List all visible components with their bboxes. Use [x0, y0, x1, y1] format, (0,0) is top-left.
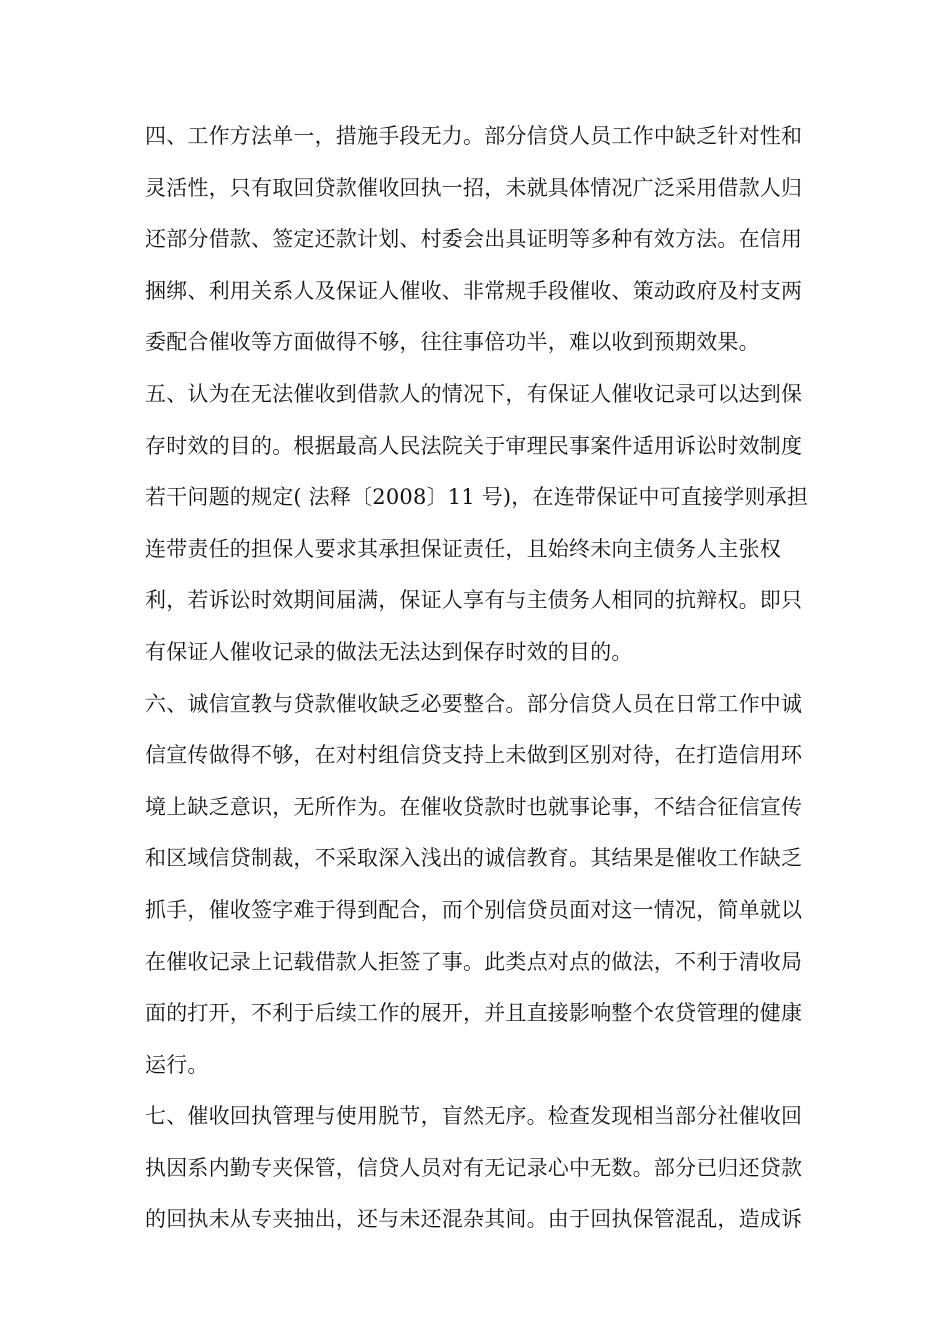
text-line: 面的打开，不利于后续工作的展开，并且直接影响整个农贷管理的健康 — [145, 1001, 803, 1026]
text-line: 信宣传做得不够，在对村组信贷支持上未做到区别对待，在打造信用环 — [145, 743, 803, 768]
text-line: 四、工作方法单一，措施手段无力。部分信贷人员工作中缺乏针对性和 — [145, 124, 803, 148]
text-line: 抓手，催收签字难于得到配合，而个别信贷员面对这一情况，简单就以 — [145, 897, 803, 922]
text-line: 六、诚信宣教与贷款催收缺乏必要整合。部分信贷人员在日常工作中诚 — [145, 691, 803, 716]
text-line: 存时效的目的。根据最高人民法院关于审理民事案件适用诉讼时效制度 — [145, 433, 803, 458]
text-line: 七、催收回执管理与使用脱节，盲然无序。检查发现相当部分社催收回 — [145, 1104, 803, 1129]
text-line: 境上缺乏意识，无所作为。在催收贷款时也就事论事，不结合征信宣传 — [145, 794, 803, 819]
text-line: 运行。 — [145, 1052, 209, 1077]
text-line: 的回执未从专夹抽出，还与未还混杂其间。由于回执保管混乱，造成诉 — [145, 1207, 803, 1232]
text-line: 和区域信贷制裁，不采取深入浅出的诚信教育。其结果是催收工作缺乏 — [145, 846, 803, 871]
text-line: 还部分借款、签定还款计划、村委会出具证明等多种有效方法。在信用 — [145, 227, 803, 252]
body-text — [145, 111, 815, 1246]
text-line: 执因系内勤专夹保管，信贷人员对有无记录心中无数。部分已归还贷款 — [145, 1155, 803, 1180]
text-line: 委配合催收等方面做得不够，往往事倍功半，难以收到预期效果。 — [145, 330, 760, 355]
text-line: 利，若诉讼时效期间届满，保证人享有与主债务人相同的抗辩权。即只 — [145, 588, 803, 613]
text-line: 连带责任的担保人要求其承担保证责任，且始终未向主债务人主张权 — [145, 536, 781, 561]
text-line: 捆绑、利用关系人及保证人催收、非常规手段催收、策动政府及村支两 — [145, 278, 803, 303]
text-line: 五、认为在无法催收到借款人的情况下，有保证人催收记录可以达到保 — [145, 381, 803, 406]
text-line: 灵活性，只有取回贷款催收回执一招，未就具体情况广泛采用借款人归 — [145, 175, 803, 200]
text-line: 在催收记录上记载借款人拒签了事。此类点对点的做法，不利于清收局 — [145, 949, 803, 974]
text-line: 有保证人催收记录的做法无法达到保存时效的目的。 — [145, 639, 633, 664]
text-line: 若干问题的规定( 法释〔2008〕11 号)，在连带保证中可直接学则承担 — [145, 485, 809, 510]
